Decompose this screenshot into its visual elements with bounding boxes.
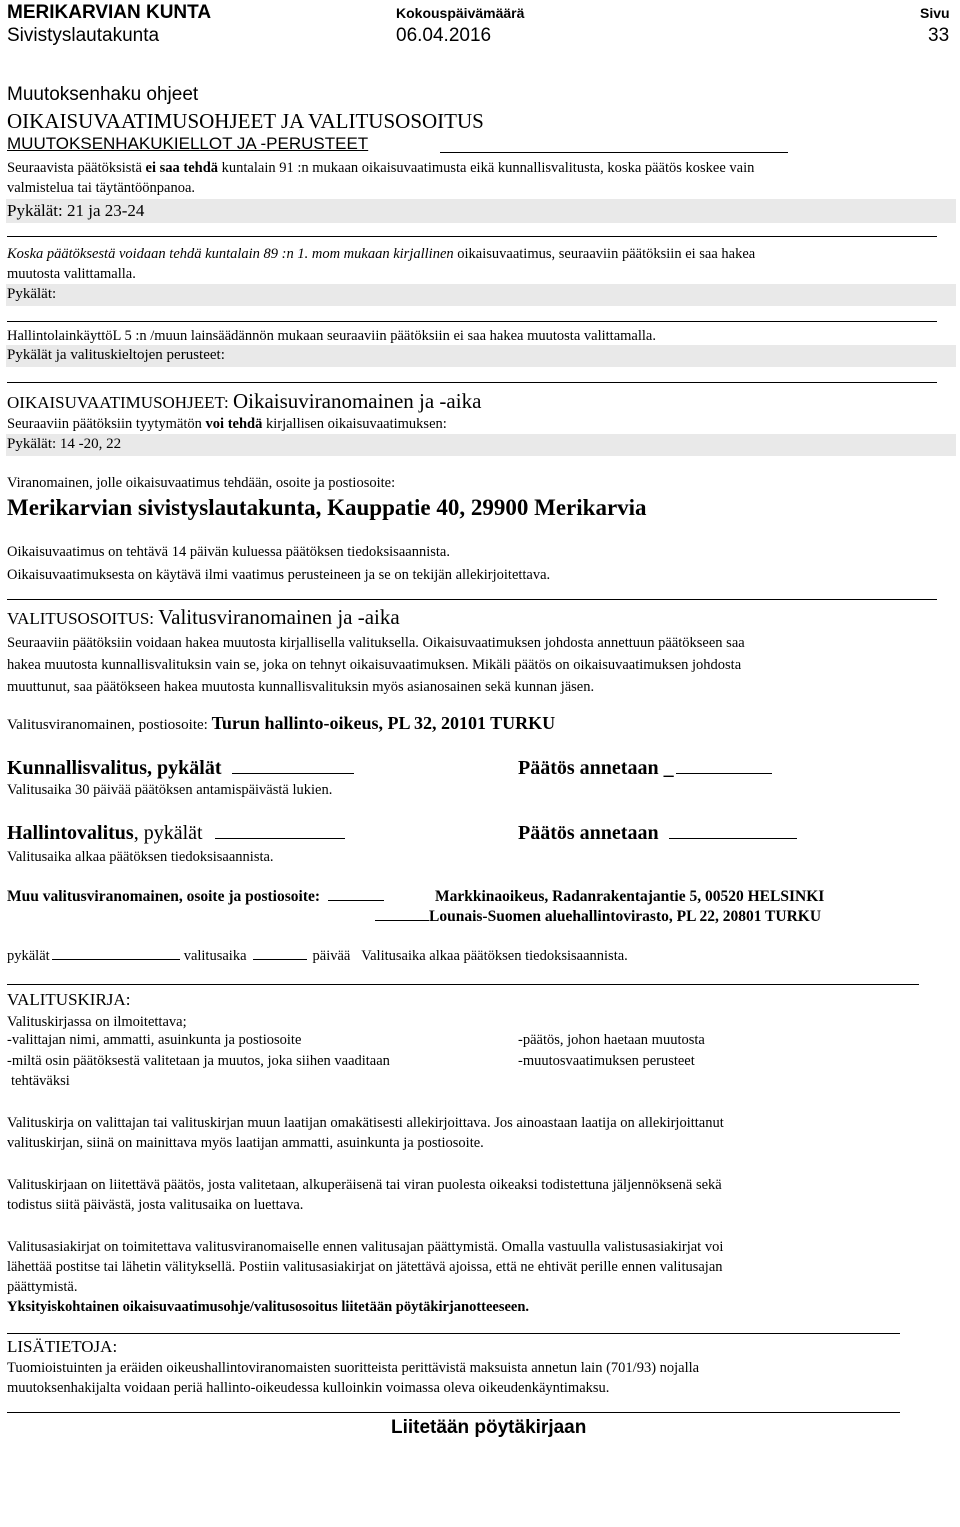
appeal-letter-right-2: -muutosvaatimuksen perusteet [518, 1053, 695, 1069]
appeal-letter-p1-l1: Valituskirja on valittajan tai valituskirjan muun laatijan omakätisesti allekirjoittava. Jos ainoastaan laatija on allekirjoittanut [7, 1115, 724, 1131]
appeal-authority-label: Valitusviranomainen, postiosoite: [7, 717, 212, 733]
blank-line [253, 958, 307, 960]
section-title: OIKAISUVAATIMUSOHJEET JA VALITUSOSOITUS [7, 109, 484, 133]
pykalat-word: pykälät [7, 948, 50, 964]
appeal-authority-value: Turun hallinto-oikeus, PL 32, 20101 TURKU [211, 713, 556, 733]
correction-pykalat: Pykälät: 14 -20, 22 [7, 436, 122, 452]
correction-heading [7, 389, 481, 414]
meeting-date-label: Kokouspäivämäärä [396, 5, 525, 21]
blank-line [669, 837, 797, 839]
appeal-letter-p3 [7, 1237, 947, 1297]
decision-given-2 [518, 822, 801, 845]
other-authority-label [7, 888, 388, 906]
admin-appeal-time: Valitusaika alkaa päätöksen tiedoksisaannista. [7, 849, 274, 865]
appeal-heading-b: Valitusviranomainen ja -aika [158, 605, 400, 629]
appeal-letter-p2 [7, 1175, 947, 1215]
paivaa-word: päivää [312, 948, 351, 964]
appeal-text [7, 632, 947, 698]
appeal-text-l3: muuttunut, saa päätökseen hakea muutosta kunnallisvalituksin myös asianosainen sekä kunnan jäsen. [7, 679, 595, 695]
decision-given-1-label: Päätös annetaan [518, 757, 659, 779]
correction-paragraph [7, 244, 947, 284]
no-appeal-paragraph [7, 158, 947, 198]
more-info-heading: LISÄTIETOJA: [7, 1337, 118, 1356]
appeal-heading-a: VALITUSOSOITUS: [7, 609, 159, 628]
p1-text-bold: ei saa tehdä [145, 160, 219, 176]
decision-given-2-label: Päätös annetaan [518, 822, 659, 844]
admin-appeal-text-a: Hallintovalitus [7, 822, 134, 844]
page-number: 33 [928, 25, 950, 46]
municipal-appeal-time: Valitusaika 30 päivää päätöksen antamispäivästä lukien. [7, 782, 333, 798]
blank-line [215, 837, 345, 839]
more-info-l2: muutoksenhakijalta voidaan periä hallinto-oikeudessa kulloinkin voimassa oleva oikeudenkäyntimaksu. [7, 1380, 610, 1396]
municipality-name: MERIKARVIAN KUNTA [7, 2, 212, 23]
municipal-appeal-label [7, 757, 358, 780]
meeting-date: 06.04.2016 [396, 25, 492, 46]
appeal-letter-left-2: -miltä osin päätöksestä valitetaan ja muutos, joka siihen vaaditaan [7, 1053, 390, 1069]
correction-text-a: Seuraaviin päätöksiin tyytymätön [7, 416, 206, 432]
appeal-letter-p3-l3: päättymistä. [7, 1279, 78, 1295]
municipal-appeal-text: Kunnallisvalitus, pykälät [7, 757, 222, 779]
correction-text [7, 414, 947, 434]
other-authority-2-text: Lounais-Suomen aluehallintovirasto, PL 22, 20801 TURKU [429, 908, 822, 925]
pykalat-3-colon: : [220, 347, 225, 363]
decision-given-1 [518, 757, 776, 780]
appeal-letter-p2-l2: todistus siitä päivästä, josta valitusaika on luettava. [7, 1197, 304, 1213]
page-label: Sivu [920, 5, 950, 21]
pykalat-1 [7, 201, 144, 221]
appeal-authority [7, 713, 555, 734]
appeal-heading [7, 605, 400, 630]
valitusaika-alkaa: Valitusaika alkaa päätöksen tiedoksisaannista. [361, 948, 628, 964]
appeal-letter-intro: Valituskirjassa on ilmoitettava; [7, 1014, 187, 1030]
appeal-letter-p1-l2: valituskirjan, siinä on mainittava myös laatijan ammatti, asuinkunta ja postiosoite. [7, 1135, 484, 1151]
pykalat-2: Pykälät: [7, 286, 57, 302]
correction-heading-b: Oikaisuviranomainen ja -aika [232, 389, 482, 413]
appeal-letter-p4: Yksityiskohtainen oikaisuvaatimusohje/valitusosoitus liitetään pöytäkirjanotteeseen. [7, 1299, 530, 1315]
p1-text-a: Seuraavista päätöksistä [7, 160, 146, 176]
pykalat-3-label: Pykälät ja valituskieltojen perusteet [7, 347, 221, 363]
decision-given-1-value: _ [663, 757, 674, 779]
p1-text-c: kuntalain 91 :n mukaan oikaisuvaatimusta eikä kunnallisvalitusta, koska päätös koskee vain [218, 160, 755, 176]
divider [7, 984, 919, 985]
more-info-text [7, 1358, 947, 1398]
p2-line2: muutosta valittamalla. [7, 266, 136, 282]
admin-appeal-label [7, 822, 349, 845]
pykalat-band-1 [6, 199, 956, 223]
pykalat-band-4 [6, 434, 956, 456]
appeal-time-line [7, 948, 628, 965]
p1-text-d: valmistelua tai täytäntöönpanoa. [7, 180, 196, 196]
blank-line [52, 958, 180, 960]
blank-line [676, 772, 772, 774]
appeal-letter-left-1: -valittajan nimi, ammatti, asuinkunta ja postiosoite [7, 1032, 302, 1048]
divider [7, 382, 937, 383]
committee-name: Sivistyslautakunta [7, 25, 160, 46]
correction-heading-a: OIKAISUVAATIMUSOHJEET: [7, 393, 233, 412]
divider [7, 1333, 900, 1334]
appeal-letter-p1 [7, 1113, 947, 1153]
blank-line [232, 772, 354, 774]
divider [7, 1412, 900, 1413]
correction-authority: Merikarvian sivistyslautakunta, Kauppatie 40, 29900 Merikarvia [7, 495, 647, 520]
admin-law-paragraph: HallintolainkäyttöL 5 :n /muun lainsäädännön mukaan seuraaviin päätöksiin ei saa hakea muutosta valittamalla. [7, 328, 656, 344]
blank-line [375, 919, 429, 921]
other-authority-text: Muu valitusviranomainen, osoite ja postiosoite: [7, 888, 321, 905]
appeal-letter-left-3: tehtäväksi [11, 1073, 70, 1089]
correction-content-req: Oikaisuvaatimuksesta on käytävä ilmi vaatimus perusteineen ja se on tekijän allekirjoitettava. [7, 567, 551, 583]
correction-deadline: Oikaisuvaatimus on tehtävä 14 päivän kuluessa päätöksen tiedoksisaannista. [7, 544, 450, 560]
appeal-letter-p3-l1: Valitusasiakirjat on toimitettava valitusviranomaiselle ennen valitusajan päättymistä. Omalla vastuulla valistusasiakirjat voi [7, 1239, 724, 1255]
other-authority-1: Markkinaoikeus, Radanrakentajantie 5, 00520 HELSINKI [435, 888, 825, 905]
title-underline [440, 152, 788, 153]
other-authority-2 [375, 908, 821, 926]
p2-italic: Koska päätöksestä voidaan tehdä kuntalain 89 :n 1. mom mukaan kirjallinen [7, 246, 454, 262]
correction-text-c: kirjallisen oikaisuvaatimuksen: [262, 416, 447, 432]
divider [7, 321, 937, 322]
appeal-letter-right-1: -päätös, johon haetaan muutosta [518, 1032, 705, 1048]
restrictions-title: MUUTOKSENHAKUKIELLOT JA -PERUSTEET [7, 134, 369, 153]
attachment-note: Liitetään pöytäkirjaan [391, 1417, 587, 1438]
appeal-text-l1: Seuraaviin päätöksiin voidaan hakea muutosta kirjallisella valituksella. Oikaisuvaatimuksen johdosta annettuun päätökseen saa [7, 635, 745, 651]
appeal-letter-heading: VALITUSKIRJA: [7, 990, 131, 1009]
more-info-l1: Tuomioistuinten ja eräiden oikeushallintoviranomaisten suoritteista perittävistä maksuista annetun lain (701/93) nojalla [7, 1360, 700, 1376]
blank-line [328, 899, 384, 901]
page-title: Muutoksenhaku ohjeet [7, 84, 199, 105]
appeal-letter-p2-l1: Valituskirjaan on liitettävä päätös, josta valitetaan, alkuperäisenä tai viran puolesta oikeaksi todistettuna jäljennöksenä sekä [7, 1177, 722, 1193]
p2-rest: oikaisuvaatimus, seuraaviin päätöksiin ei saa hakea [453, 246, 756, 262]
pykalat-3 [7, 347, 225, 364]
correction-text-bold: voi tehdä [205, 416, 263, 432]
divider [7, 236, 937, 237]
divider [7, 599, 937, 600]
appeal-text-l2: hakea muutosta kunnallisvalituksin vain se, joka on tehnyt oikaisuvaatimuksen. Mikäli päätös on oikaisuvaatimuksen johdosta [7, 657, 742, 673]
pykalat-band-2 [6, 284, 956, 306]
pykalat-1-value: : 21 ja 23-24 [58, 201, 145, 220]
admin-appeal-text-b: , pykälät [133, 822, 203, 844]
appeal-letter-p3-l2: lähettää postitse tai lähetin välityksellä. Postiin valitusasiakirjat on jätettävä ajoissa, että ne ehtivät perille ennen valitusajan [7, 1259, 723, 1275]
correction-authority-label: Viranomainen, jolle oikaisuvaatimus tehdään, osoite ja postiosoite: [7, 475, 396, 491]
valitusaika-word: valitusaika [183, 948, 247, 964]
pykalat-1-label: Pykälät [7, 201, 58, 220]
